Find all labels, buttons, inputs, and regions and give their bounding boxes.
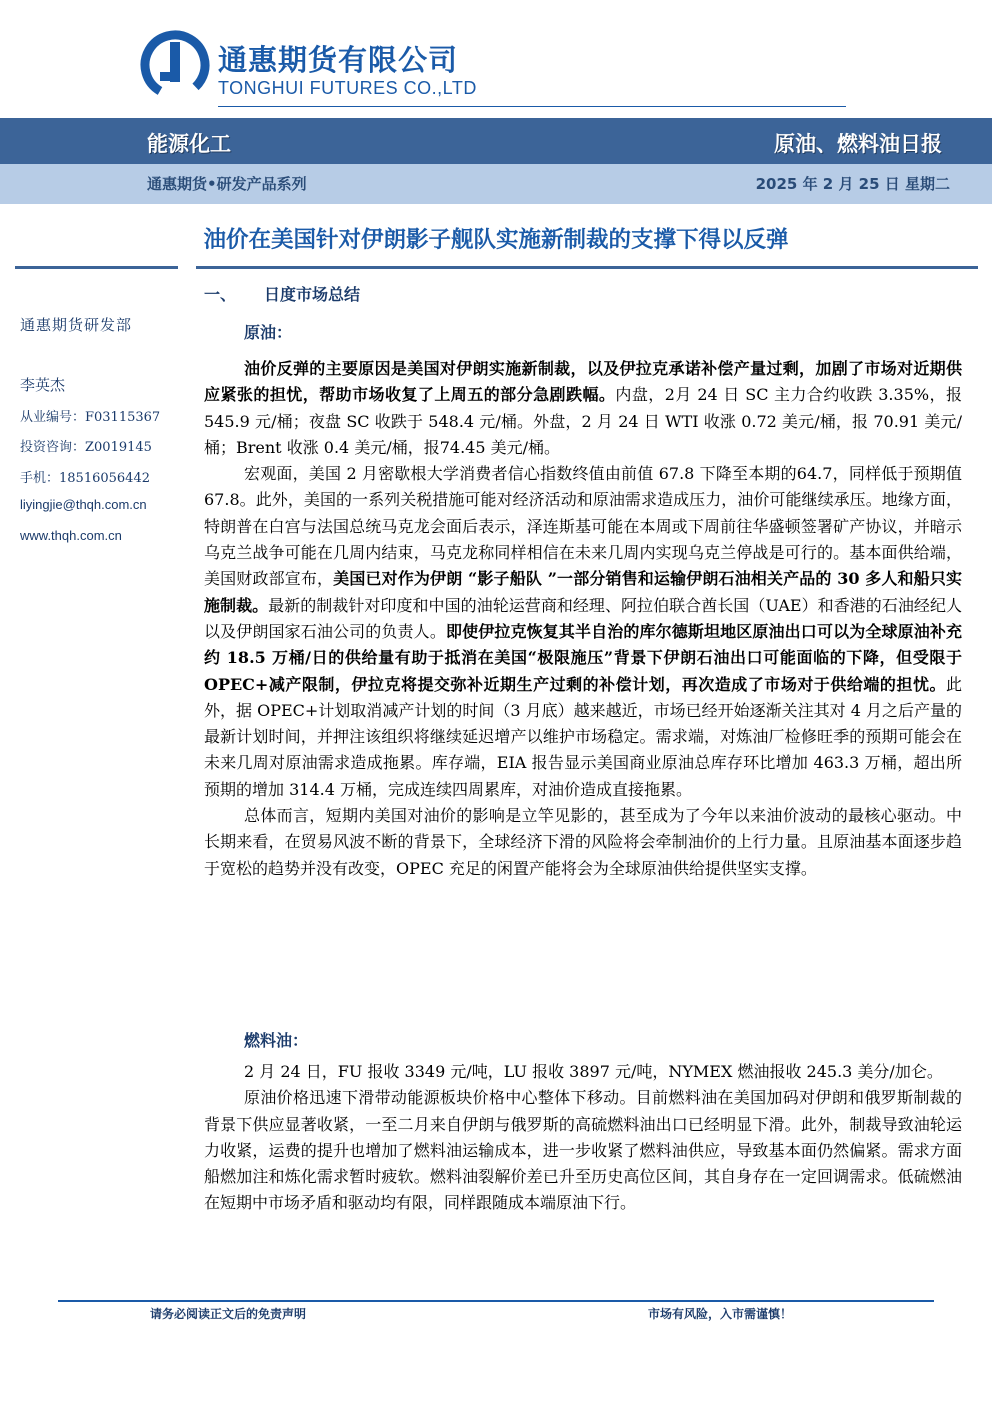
footer-rule [58, 1300, 934, 1302]
series-label: 通惠期货•研发产品系列 [147, 175, 307, 193]
crude-paragraph-3: 总体而言，短期内美国对油价的影响是立竿见影的，甚至成为了今年以来油价波动的最核心驱动。中长期来看，在贸易风波不断的背景下，全球经济下滑的风险将会牵制油价的上行力量。且原油基本面逐步趋于宽松的趋势并没有改变，OPEC 充足的闲置产能将会为全球原油供给提供坚实支撑。 [204, 806, 962, 878]
crude-paragraph-1: 油价反弹的主要原因是美国对伊朗实施新制裁，以及伊拉克承诺补偿产量过剩，加剧了市场对近期供应紧张的担忧，帮助市场收复了上周五的部分急剧跌幅。内盘，2月 24 日 SC 主力合约收跌 3.35%，报 545.9 元/桶；夜盘 SC 收跌于 548.4 元/桶。外盘，2 月 24 日 WTI 收涨 0.72 美元/桶，报 70.91 美元/桶；Brent 收涨 0.4 美元/桶，报74.45 美元/桶。 [204, 359, 962, 457]
content-rule [196, 266, 978, 269]
sidebar-consult: 投资咨询：Z0019145 [20, 440, 152, 455]
sidebar-rule [15, 266, 178, 269]
fuel-paragraph-2: 原油价格迅速下滑带动能源板块价格中心整体下移动。目前燃料油在美国加码对伊朗和俄罗斯制裁的背景下供应显著收紧，一至二月来自伊朗与俄罗斯的高硫燃料油出口已经明显下滑。此外，制裁导致油轮运力收紧，运费的提升也增加了燃料油运输成本，进一步收紧了燃料油供应，导致基本面仍然偏紧。需求方面船燃加注和炼化需求暂时疲软。燃料油裂解价差已升至历史高位区间，其自身存在一定回调需求。低硫燃油在短期中市场矛盾和驱动均有限，同样跟随成本端原油下行。 [204, 1088, 962, 1213]
headline: 油价在美国针对伊朗影子舰队实施新制裁的支撑下得以反弹 [203, 227, 789, 253]
crude-paragraph-2: 宏观面，美国 2 月密歇根大学消费者信心指数终值由前值 67.8 下降至本期的64.7，同样低于预期值 67.8。此外，美国的一系列关税措施可能对经济活动和原油需求造成压力，油价可能继续承压。地缘方面，特朗普在白宫与法国总统马克龙会面后表示，泽连斯基可能在本周或下周前往华盛顿签署矿产协议，并暗示乌克兰战争可能在几周内结束，马克龙称同样相信在未来几周内实现乌克兰停战是可行的。基本面供给端，美国财政部宣布，美国已对作为伊朗 “影子船队 ”一部分销售和运输伊朗石油相关产品的 30 多人和船只实施制裁。最新的制裁针对印度和中国的油轮运营商和经理、阿拉伯联合酋长国（UAE）和香港的石油经纪人以及伊朗国家石油公司的负责人。即使伊拉克恢复其半自治的库尔德斯坦地区原油出口可以为全球原油补充约 18.5 万桶/日的供给量有助于抵消在美国“极限施压”背景下伊朗石油出口可能面临的下降，但受限于 OPEC+减产限制，伊拉克将提交弥补近期生产过剩的补偿计划，再次造成了市场对于供给端的担忧。此外，据 OPEC+计划取消减产计划的时间（3 月底）越来越近，市场已经开始逐渐关注其对 4 月之后产量的最新计划时间，并押注该组织将继续延迟增产以维护市场稳定。需求端，对炼油厂检修旺季的预期可能会在未来几周对原油需求造成拖累。库存端，EIA 报告显示美国商业原油总库存环比增加 463.3 万桶，超出所预期的增加 314.4 万桶，完成连续四周累库，对油价造成直接拖累。 [204, 464, 962, 799]
company-name-en: TONGHUI FUTURES CO.,LTD [218, 78, 477, 98]
sidebar-email: liyingjie@thqh.com.cn [20, 497, 147, 512]
company-logo-icon [138, 28, 212, 102]
sidebar-dept: 通惠期货研发部 [20, 316, 133, 334]
sidebar-phone: 手机：18516056442 [20, 471, 150, 486]
fuel-body [204, 1059, 962, 1217]
fuel-subtitle: 燃料油： [244, 1031, 309, 1050]
section-title [204, 282, 360, 305]
footer-risk: 市场有风险，入市需谨慎！ [648, 1307, 793, 1321]
fuel-paragraph-1: 2 月 24 日，FU 报收 3349 元/吨，LU 报收 3897 元/吨，NYMEX 燃油报收 245.3 美分/加仑。 [244, 1062, 943, 1081]
section-number: 一、 [204, 285, 237, 304]
report-date: 2025 年 2 月 25 日 星期二 [755, 175, 950, 193]
sidebar-license: 从业编号：F03115367 [20, 410, 161, 425]
footer-disclaimer: 请务必阅读正文后的免责声明 [150, 1307, 307, 1321]
logo-divider [218, 106, 846, 107]
company-name-cn: 通惠期货有限公司 [218, 43, 459, 77]
crude-body [204, 356, 962, 882]
sidebar-website: www.thqh.com.cn [20, 528, 122, 543]
report-name: 原油、燃料油日报 [774, 132, 942, 156]
section-title-text: 日度市场总结 [264, 285, 361, 304]
sidebar-author: 李英杰 [20, 376, 66, 394]
sector-label: 能源化工 [147, 132, 231, 156]
crude-subtitle: 原油： [244, 323, 293, 342]
